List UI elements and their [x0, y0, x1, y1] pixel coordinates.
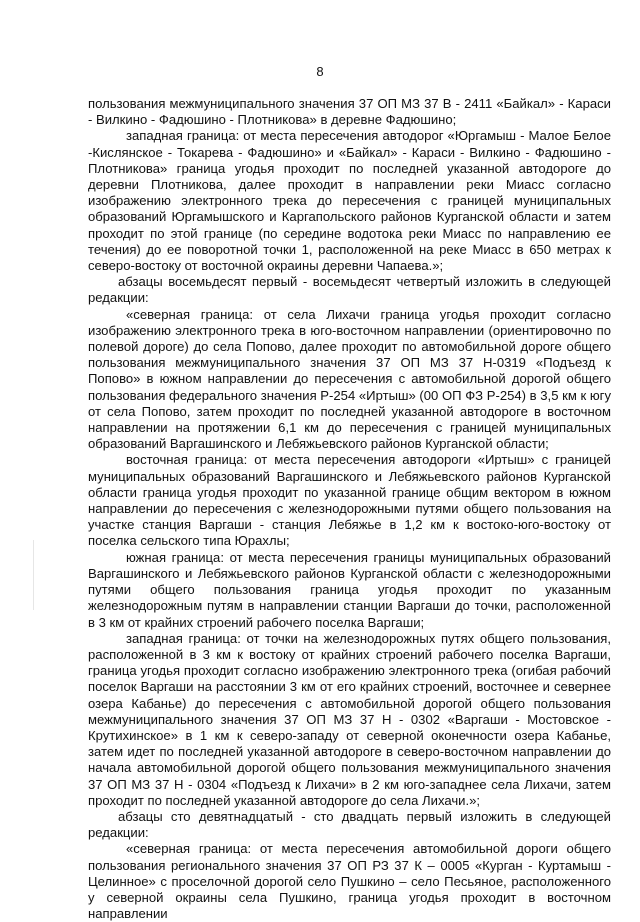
- paragraph-east-border-2: восточная граница: от места пересечения автодороги «Иртыш» с границей муниципальных образований Варгашинского и Лебяжьевского районов Курганской области граница угодья проходит по указанной границе общим вектором в южном направлении до пересечения с железнодорожными путями общего пользования на участке станция Варгаши - станция Лебяжье в 1,2 км к востоко-юго-востоку от поселка сельского типа Юрахлы;: [88, 452, 611, 549]
- paragraph-west-border-2: западная граница: от точки на железнодорожных путях общего пользования, расположенной в 3 км к востоку от крайних строений рабочего поселка Варгаши, граница угодья проходит согласно изображению электронного трека (огибая рабочий поселок Варгаши на расстоянии 3 км от его крайних строений, восточнее и севернее озера Кабанье) до пересечения с автомобильной дорогой общего пользования межмуниципального значения 37 ОП МЗ 37 Н - 0302 «Варгаши - Мостовское - Крутихинское» в 1 км к северо-западу от северной оконечности озера Кабанье, затем идет по последней указанной автодороге в северо-восточном направлении до начала автомобильной дорогой общего пользования межмуниципального значения 37 ОП МЗ 37 Н - 0304 «Подъезд к Лихачи» в 2 км юго-западнее села Лихачи, затем проходит по последней указанной автодороге до села Лихачи.»;: [88, 630, 611, 808]
- paragraph-south-border-2: южная граница: от места пересечения границы муниципальных образований Варгашинского и Лебяжьевского районов Курганской области с железнодорожными путями общего пользования граница угодья проходит по указанным железнодорожным путям в направлении станции Варгаши до точки, расположенной в 3 км от крайних строений рабочего поселка Варгаши;: [88, 549, 611, 630]
- paragraph-amendment-81-84: абзацы восемьдесят первый - восемьдесят четвертый изложить в следующей редакции:: [88, 274, 611, 306]
- paragraph-continuation: пользования межмуниципального значения 37 ОП МЗ 37 В - 2411 «Байкал» - Караси - Вилкино - Фадюшино - Плотникова» в деревне Фадюшино;: [88, 96, 611, 128]
- document-body: [88, 96, 611, 922]
- paragraph-amendment-119-121: абзацы сто девятнадцатый - сто двадцать первый изложить в следующей редакции:: [88, 808, 611, 841]
- paragraph-west-border-1: западная граница: от места пересечения автодорог «Юргамыш - Малое Белое -Кислянское - Токарева - Фадюшино» и «Байкал» - Караси - Вилкино - Фадюшино - Плотникова» граница угодья проходит по последней указанной автодороге до деревни Плотникова, далее проходит в направлении реки Миасс согласно изображению электронного трека до пересечения с границей муниципальных образований Юргамышского и Каргапольского районов Курганской области и затем проходит по этой границе (по середине водотока реки Миасс по направлению ее течения) до ее поворотной точки 1, расположенной на реке Миасс в 650 метрах к северо-востоку от восточной окраины деревни Чапаева.»;: [88, 128, 611, 274]
- scan-margin-mark: [33, 540, 34, 610]
- paragraph-north-border-3: «северная граница: от места пересечения автомобильной дороги общего пользования регионального значения 37 ОП РЗ 37 К – 0005 «Курган - Куртамыш - Целинное» с проселочной дорогой село Пушкино – село Песьяное, расположенного у северной окраины села Пушкино, граница угодья проходит в восточном направлении: [88, 841, 611, 922]
- page-number: 8: [316, 64, 324, 79]
- paragraph-north-border-2: «северная граница: от села Лихачи граница угодья проходит согласно изображению электронного трека в юго-восточном направлении (ориентировочно по полевой дороге) до села Попово, далее проходит по автомобильной дороге общего пользования межмуниципального значения 37 ОП МЗ 37 Н-0319 «Подъезд к Попово» в южном направлении до пересечения с автомобильной дорогой общего пользования федерального значения Р-254 «Иртыш» (00 ОП ФЗ Р-254) в 3,5 км к югу от села Попово, затем проходит по последней указанной автодороге в восточном направлении на протяжении 6,1 км до пересечения с границей муниципальных образований Варгашинского и Лебяжьевского районов Курганской области;: [88, 306, 611, 452]
